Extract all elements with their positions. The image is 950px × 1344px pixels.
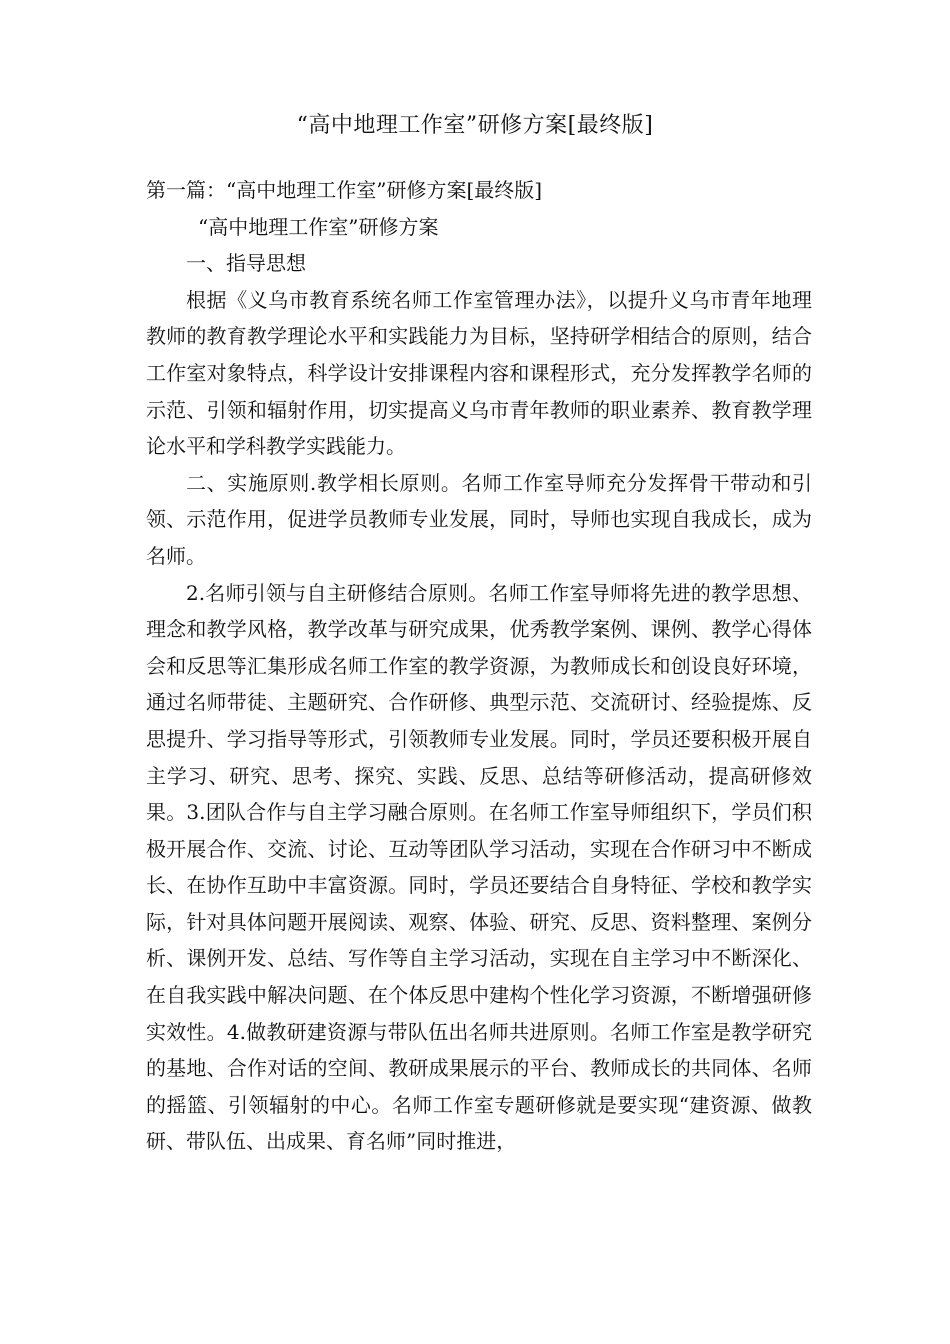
paragraph-principle-1: 二、实施原则.教学相长原则。名师工作室导师充分发挥骨干带动和引领、示范作用，促进学员教师专业发展，同时，导师也实现自我成长，成为名师。 — [146, 470, 812, 568]
chapter-heading: 第一篇：“高中地理工作室”研修方案[最终版] — [146, 178, 543, 202]
section-heading-guiding-ideology: 一、指导思想 — [186, 251, 306, 276]
document-body — [146, 172, 812, 1160]
plan-subtitle: “高中地理工作室”研修方案 — [198, 214, 439, 239]
paragraph-principles-2-4: 2.名师引领与自主研修结合原则。名师工作室导师将先进的教学思想、理念和教学风格，教学改革与研究成果，优秀教学案例、课例、教学心得体会和反思等汇集形成名师工作室的教学资源，为教师成长和创设良好环境，通过名师带徒、主题研究、合作研修、典型示范、交流研讨、经验提炼、反思提升、学习指导等形式，引领教师专业发展。同时，学员还要积极开展自主学习、研究、思考、探究、实践、反思、总结等研修活动，提高研修效果。3.团队合作与自主学习融合原则。在名师工作室导师组织下，学员们积极开展合作、交流、讨论、互动等团队学习活动，实现在合作研习中不断成长、在协作互助中丰富资源。同时，学员还要结合自身特征、学校和教学实际，针对具体问题开展阅读、观察、体验、研究、反思、资料整理、案例分析、课例开发、总结、写作等自主学习活动，实现在自主学习中不断深化、在自我实践中解决问题、在个体反思中建构个性化学习资源，不断增强研修实效性。4.做教研建资源与带队伍出名师共进原则。名师工作室是教学研究的基地、合作对话的空间、教研成果展示的平台、教师成长的共同体、名师的摇篮、引领辐射的中心。名师工作室专题研修就是要实现“建资源、做教研、带队伍、出成果、育名师”同时推进， — [146, 580, 812, 1154]
paragraph-guiding-ideology: 根据《义乌市教育系统名师工作室管理办法》，以提升义乌市青年地理教师的教育教学理论水平和实践能力为目标，坚持研学相结合的原则，结合工作室对象特点，科学设计安排课程内容和课程形式，充分发挥教学名师的示范、引领和辐射作用，切实提高义乌市青年教师的职业素养、教育教学理论水平和学科教学实践能力。 — [146, 287, 812, 459]
document-title: “高中地理工作室”研修方案[最终版] — [296, 113, 654, 138]
